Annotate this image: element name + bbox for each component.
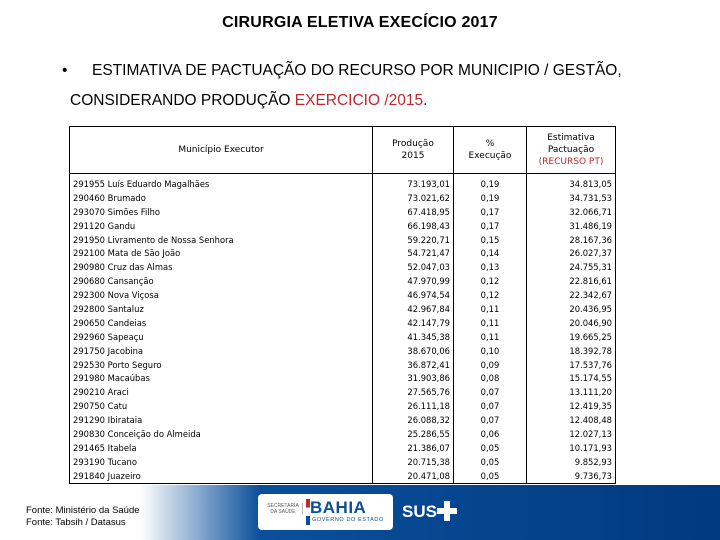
cell-producao: 54.721,47	[373, 246, 454, 260]
table-row	[70, 330, 616, 344]
cell-estimativa: 12.419,35	[527, 399, 616, 413]
bullet-line1-text: ESTIMATIVA DE PACTUAÇÃO DO RECURSO POR MUNICIPIO / GESTÃO,	[92, 62, 622, 79]
table-row	[70, 455, 616, 469]
cell-execucao: 0,07	[454, 413, 527, 427]
cell-estimativa: 34.813,05	[527, 174, 616, 191]
cell-producao: 47.970,99	[373, 274, 454, 288]
cell-estimativa: 22.342,67	[527, 288, 616, 302]
table-row	[70, 219, 616, 233]
cell-producao: 21.386,07	[373, 441, 454, 455]
cell-estimativa: 31.486,19	[527, 219, 616, 233]
cell-estimativa: 12.027,13	[527, 427, 616, 441]
cell-execucao: 0,11	[454, 316, 527, 330]
cell-estimativa: 32.066,71	[527, 205, 616, 219]
table-row	[70, 441, 616, 455]
cell-execucao: 0,12	[454, 288, 527, 302]
cell-municipio: 290460 Brumado	[70, 191, 373, 205]
cell-execucao: 0,11	[454, 330, 527, 344]
cell-municipio: 293070 Simões Filho	[70, 205, 373, 219]
cell-municipio: 292960 Sapeaçu	[70, 330, 373, 344]
cell-municipio: 290750 Catu	[70, 399, 373, 413]
cell-estimativa: 9.852,93	[527, 455, 616, 469]
table-row	[70, 316, 616, 330]
cell-execucao: 0,07	[454, 385, 527, 399]
source-line-1: Fonte: Ministério da Saúde	[26, 505, 140, 516]
cell-execucao: 0,19	[454, 191, 527, 205]
table-row	[70, 344, 616, 358]
cell-execucao: 0,09	[454, 358, 527, 372]
table-row	[70, 260, 616, 274]
table-row	[70, 246, 616, 260]
cell-producao: 52.047,03	[373, 260, 454, 274]
table-row	[70, 385, 616, 399]
sesab-logo-text: SECRETARIA DA SAÚDE	[264, 503, 303, 515]
table-body	[70, 174, 616, 484]
cell-estimativa: 24.755,31	[527, 260, 616, 274]
bullet-line2-suffix: .	[423, 92, 428, 109]
table-row	[70, 371, 616, 385]
table-row	[70, 288, 616, 302]
header-execucao-text: % Execução	[468, 139, 512, 161]
cell-municipio: 292530 Porto Seguro	[70, 358, 373, 372]
table-row	[70, 174, 616, 191]
cell-estimativa: 9.736,73	[527, 469, 616, 483]
cell-municipio: 292100 Mata de São João	[70, 246, 373, 260]
table-row	[70, 191, 616, 205]
cell-execucao: 0,07	[454, 399, 527, 413]
cell-producao: 46.974,54	[373, 288, 454, 302]
cell-municipio: 292800 Santaluz	[70, 302, 373, 316]
table-row	[70, 399, 616, 413]
cell-producao: 36.872,41	[373, 358, 454, 372]
cell-municipio: 291955 Luís Eduardo Magalhães	[70, 174, 373, 191]
cell-estimativa: 19.665,25	[527, 330, 616, 344]
cell-producao: 25.286,55	[373, 427, 454, 441]
table-row	[70, 274, 616, 288]
cell-municipio: 291950 Livramento de Nossa Senhora	[70, 233, 373, 247]
cell-execucao: 0,12	[454, 274, 527, 288]
cell-municipio: 290980 Cruz das Almas	[70, 260, 373, 274]
cell-execucao: 0,05	[454, 455, 527, 469]
cell-producao: 20.715,38	[373, 455, 454, 469]
cell-estimativa: 15.174,55	[527, 371, 616, 385]
cell-execucao: 0,19	[454, 174, 527, 191]
cell-estimativa: 20.046,90	[527, 316, 616, 330]
header-estimativa	[527, 127, 616, 174]
cell-municipio: 291980 Macaúbas	[70, 371, 373, 385]
cell-producao: 26.088,32	[373, 413, 454, 427]
cell-municipio: 292300 Nova Viçosa	[70, 288, 373, 302]
header-producao-text: Produção 2015	[392, 139, 434, 161]
cell-producao: 73.021,62	[373, 191, 454, 205]
cell-estimativa: 28.167,36	[527, 233, 616, 247]
table-header-row	[70, 127, 616, 174]
source-line-2: Fonte: Tabsih / Datasus	[26, 517, 126, 528]
table-row	[70, 205, 616, 219]
cell-municipio: 290680 Cansanção	[70, 274, 373, 288]
bahia-government-logo	[258, 494, 393, 530]
cell-producao: 73.193,01	[373, 174, 454, 191]
table-row	[70, 302, 616, 316]
cell-estimativa: 18.392,78	[527, 344, 616, 358]
cell-execucao: 0,17	[454, 219, 527, 233]
pactuacao-table	[69, 126, 616, 484]
table-row	[70, 469, 616, 483]
cell-producao: 38.670,06	[373, 344, 454, 358]
header-execucao	[454, 127, 527, 174]
gov-logo-text: GOVERNO DO ESTADO	[312, 517, 384, 523]
cell-municipio: 290650 Candeias	[70, 316, 373, 330]
cell-producao: 67.418,95	[373, 205, 454, 219]
sus-logo-text: SUS	[402, 502, 437, 521]
header-municipio: Município Executor	[70, 127, 373, 174]
source-note	[26, 505, 140, 529]
cell-municipio: 290210 Araci	[70, 385, 373, 399]
bullet-line2-prefix: CONSIDERANDO PRODUÇÃO	[70, 92, 295, 109]
bahia-logo-text: BAHIA	[310, 498, 367, 517]
cell-estimativa: 17.537,76	[527, 358, 616, 372]
cell-municipio: 291290 Ibirataia	[70, 413, 373, 427]
cell-municipio: 291750 Jacobina	[70, 344, 373, 358]
cell-producao: 26.111,18	[373, 399, 454, 413]
cell-producao: 20.471,08	[373, 469, 454, 483]
cell-producao: 31.903,86	[373, 371, 454, 385]
cell-execucao: 0,17	[454, 205, 527, 219]
table-row	[70, 427, 616, 441]
table-row	[70, 233, 616, 247]
bullet-text-line1	[62, 62, 622, 80]
cell-producao: 42.967,84	[373, 302, 454, 316]
cell-producao: 41.345,38	[373, 330, 454, 344]
cell-execucao: 0,14	[454, 246, 527, 260]
cell-execucao: 0,05	[454, 441, 527, 455]
cell-municipio: 291120 Gandu	[70, 219, 373, 233]
cell-execucao: 0,10	[454, 344, 527, 358]
cell-municipio: 290830 Conceição do Almeida	[70, 427, 373, 441]
cell-execucao: 0,11	[454, 302, 527, 316]
table-row	[70, 358, 616, 372]
cell-municipio: 291465 Itabela	[70, 441, 373, 455]
table-row	[70, 413, 616, 427]
header-estimativa-text: Estimativa Pactuação	[547, 133, 595, 155]
cell-estimativa: 22.816,61	[527, 274, 616, 288]
bullet-line2-highlight: EXERCICIO /2015	[294, 92, 424, 109]
cell-estimativa: 10.171,93	[527, 441, 616, 455]
cell-producao: 59.220,71	[373, 233, 454, 247]
cell-producao: 27.565,76	[373, 385, 454, 399]
cell-execucao: 0,06	[454, 427, 527, 441]
cell-estimativa: 12.408,48	[527, 413, 616, 427]
cell-municipio: 293190 Tucano	[70, 455, 373, 469]
cell-estimativa: 13.111,20	[527, 385, 616, 399]
bullet-symbol: •	[62, 62, 68, 79]
cell-estimativa: 26.027,37	[527, 246, 616, 260]
cell-producao: 42.147,79	[373, 316, 454, 330]
cell-execucao: 0,13	[454, 260, 527, 274]
page-title: CIRURGIA ELETIVA EXECÍCIO 2017	[222, 14, 498, 31]
cell-execucao: 0,05	[454, 469, 527, 483]
cell-estimativa: 34.731,53	[527, 191, 616, 205]
cell-estimativa: 20.436,95	[527, 302, 616, 316]
bullet-text-line2	[70, 92, 427, 110]
cell-municipio: 291840 Juazeiro	[70, 469, 373, 483]
cell-producao: 66.198,43	[373, 219, 454, 233]
cell-execucao: 0,15	[454, 233, 527, 247]
sus-cross-icon	[436, 500, 458, 522]
cell-execucao: 0,08	[454, 371, 527, 385]
header-producao	[373, 127, 454, 174]
header-estimativa-sub: (RECURSO PT)	[538, 157, 604, 167]
